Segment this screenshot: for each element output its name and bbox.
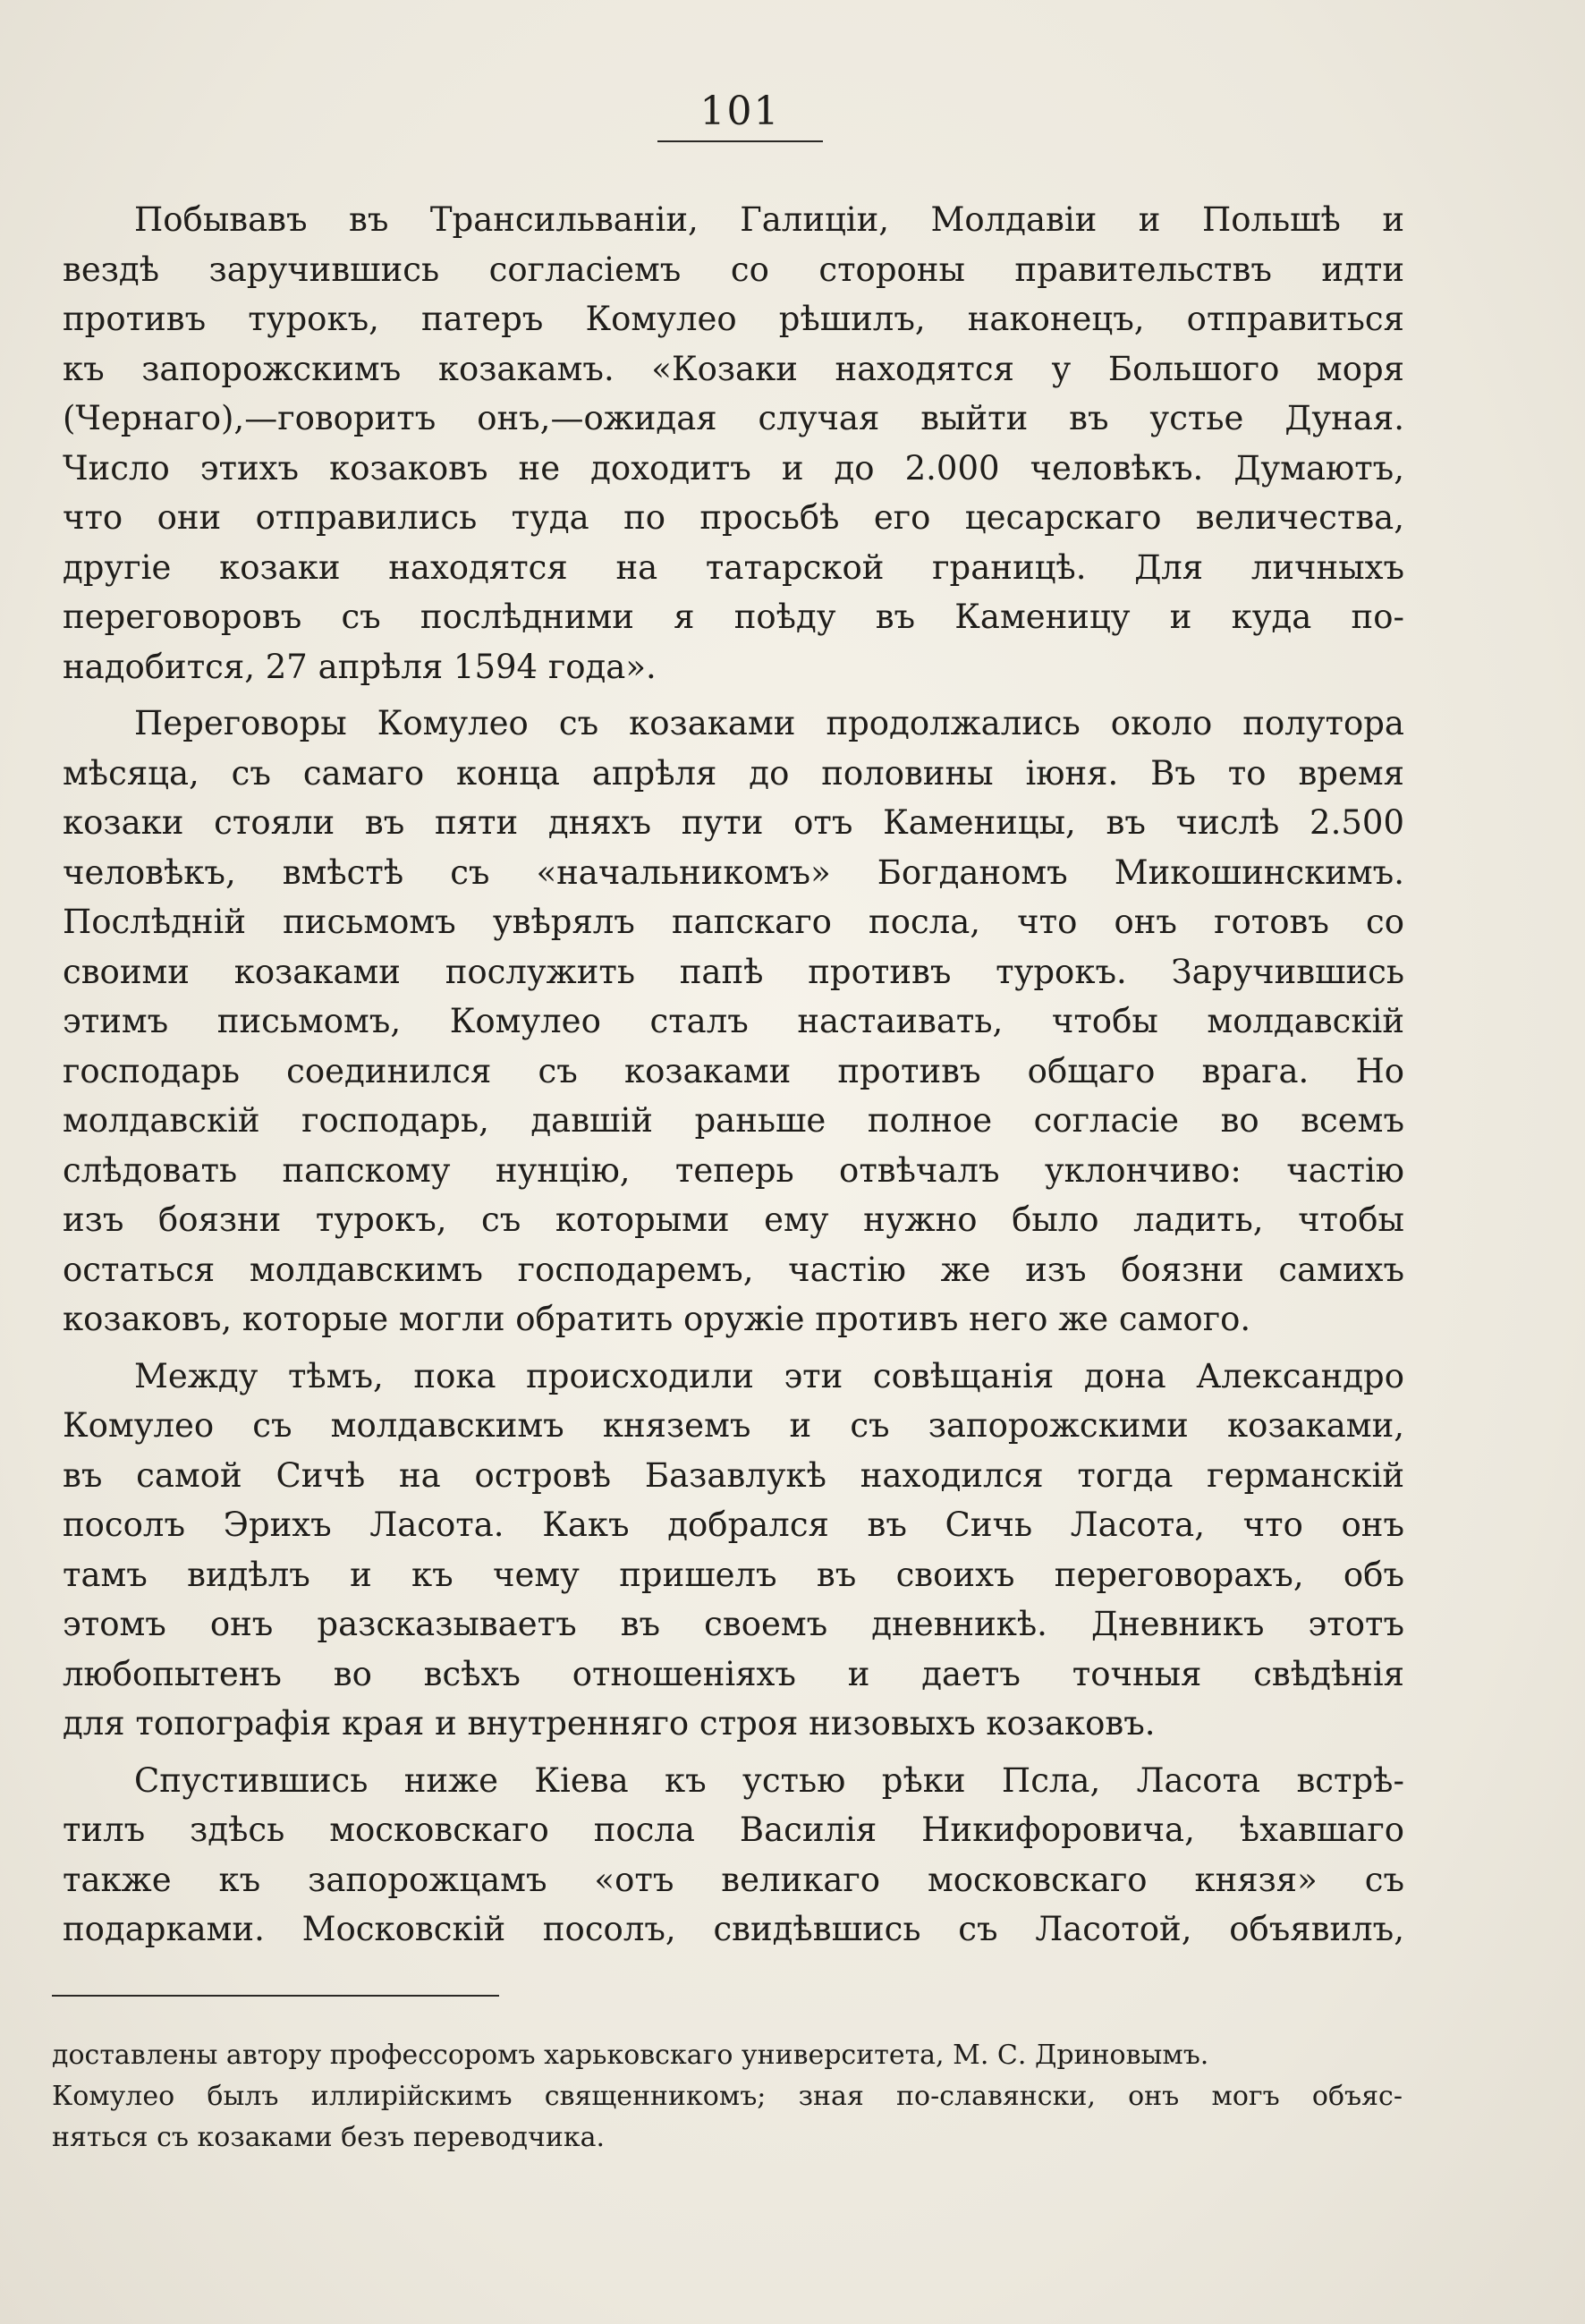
text-line: Спустившись ниже Кіева къ устью рѣки Псла, Ласота встрѣ-	[134, 1760, 1404, 1800]
footnote-line: доставлены автору профессоромъ харьковскаго университета, М. С. Дриновымъ.	[52, 2040, 1209, 2071]
text-line: Комулео съ молдавскимъ княземъ и съ запорожскими козаками,	[63, 1406, 1404, 1445]
paragraph-2	[63, 699, 1404, 1344]
main-text	[63, 195, 1404, 1955]
text-line: противъ турокъ, патеръ Комулео рѣшилъ, наконецъ, отправиться	[63, 300, 1404, 338]
text-line: мѣсяца, съ самаго конца апрѣля до половины іюня. Въ то время	[63, 753, 1404, 793]
text-line: Число этихъ козаковъ не доходитъ и до 2.000 человѣкъ. Думаютъ,	[63, 448, 1404, 488]
page-number-rule	[657, 140, 823, 142]
text-line: человѣкъ, вмѣстѣ съ «начальникомъ» Богданомъ Микошинскимъ.	[63, 852, 1404, 892]
footnotes	[52, 2035, 1403, 2159]
paragraph-4	[63, 1756, 1404, 1955]
text-line: вездѣ заручившись согласіемъ со стороны правительствъ идти	[63, 250, 1404, 289]
page-number: 101	[699, 89, 781, 134]
text-line: подарками. Московскій посолъ, свидѣвшись съ Ласотой, объявилъ,	[63, 1910, 1404, 1948]
text-line: также къ запорожцамъ «отъ великаго московскаго князя» съ	[63, 1860, 1404, 1899]
text-line: козаки стояли въ пяти дняхъ пути отъ Каменицы, въ числѣ 2.500	[63, 803, 1404, 842]
text-line: (Чернаго),—говоритъ онъ,—ожидая случая выйти въ устье Дуная.	[63, 399, 1404, 437]
text-line: этимъ письмомъ, Комулео сталъ настаивать, чтобы молдавскій	[63, 1002, 1404, 1040]
text-line: Между тѣмъ, пока происходили эти совѣщанія дона Александро	[134, 1356, 1404, 1395]
text-line: господарь соединился съ козаками противъ общаго врага. Но	[63, 1051, 1404, 1090]
text-line: молдавскій господарь, давшій раньше полное согласіе во всемъ	[63, 1101, 1404, 1140]
text-line: тилъ здѣсь московскаго посла Василія Никифоровича, ѣхавшаго	[63, 1811, 1404, 1849]
text-line: въ самой Сичѣ на островѣ Базавлукѣ находился тогда германскій	[63, 1455, 1404, 1495]
footnote-rule	[52, 1995, 499, 1997]
text-line: своими козаками послужить папѣ противъ турокъ. Заручившись	[63, 952, 1404, 991]
text-line: слѣдовать папскому нунцію, теперь отвѣчалъ уклончиво: частію	[63, 1150, 1404, 1190]
text-line: изъ боязни турокъ, съ которыми ему нужно было ладить, чтобы	[63, 1200, 1404, 1239]
text-line: этомъ онъ разсказываетъ въ своемъ дневникѣ. Дневникъ этотъ	[63, 1605, 1404, 1643]
text-line: надобится, 27 апрѣля 1594 года».	[63, 647, 657, 686]
text-line: къ запорожскимъ козакамъ. «Козаки находятся у Большого моря	[63, 349, 1404, 388]
text-line: Переговоры Комулео съ козаками продолжались около полутора	[134, 704, 1404, 742]
paragraph-3	[63, 1352, 1404, 1749]
text-line: другіе козаки находятся на татарской границѣ. Для личныхъ	[63, 547, 1404, 587]
footnote-line: Комулео былъ иллирійскимъ священникомъ; зная по-славянски, онъ могъ объяс-	[52, 2081, 1403, 2112]
paragraph-1	[63, 195, 1404, 691]
footnote-line: няться съ козаками безъ переводчика.	[52, 2122, 606, 2153]
page-header	[657, 85, 823, 142]
text-line: остаться молдавскимъ господаремъ, частію же изъ боязни самихъ	[63, 1250, 1404, 1289]
text-line: козаковъ, которые могли обратить оружіе противъ него же самого.	[63, 1300, 1251, 1338]
text-line: любопытенъ во всѣхъ отношеніяхъ и даетъ точныя свѣдѣнія	[63, 1654, 1404, 1693]
text-line: переговоровъ съ послѣдними я поѣду въ Каменицу и куда по-	[63, 598, 1404, 636]
text-line: тамъ видѣлъ и къ чему пришелъ въ своихъ переговорахъ, объ	[63, 1555, 1404, 1594]
text-line: посолъ Эрихъ Ласота. Какъ добрался въ Сичь Ласота, что онъ	[63, 1506, 1404, 1544]
text-line: Побывавъ въ Трансильваніи, Галиціи, Молдавіи и Польшѣ и	[134, 200, 1404, 239]
text-line: для топографія края и внутренняго строя низовыхъ козаковъ.	[63, 1704, 1156, 1743]
text-line: что они отправились туда по просьбѣ его цесарскаго величества,	[63, 498, 1404, 537]
text-line: Послѣдній письмомъ увѣрялъ папскаго посла, что онъ готовъ со	[63, 903, 1404, 941]
